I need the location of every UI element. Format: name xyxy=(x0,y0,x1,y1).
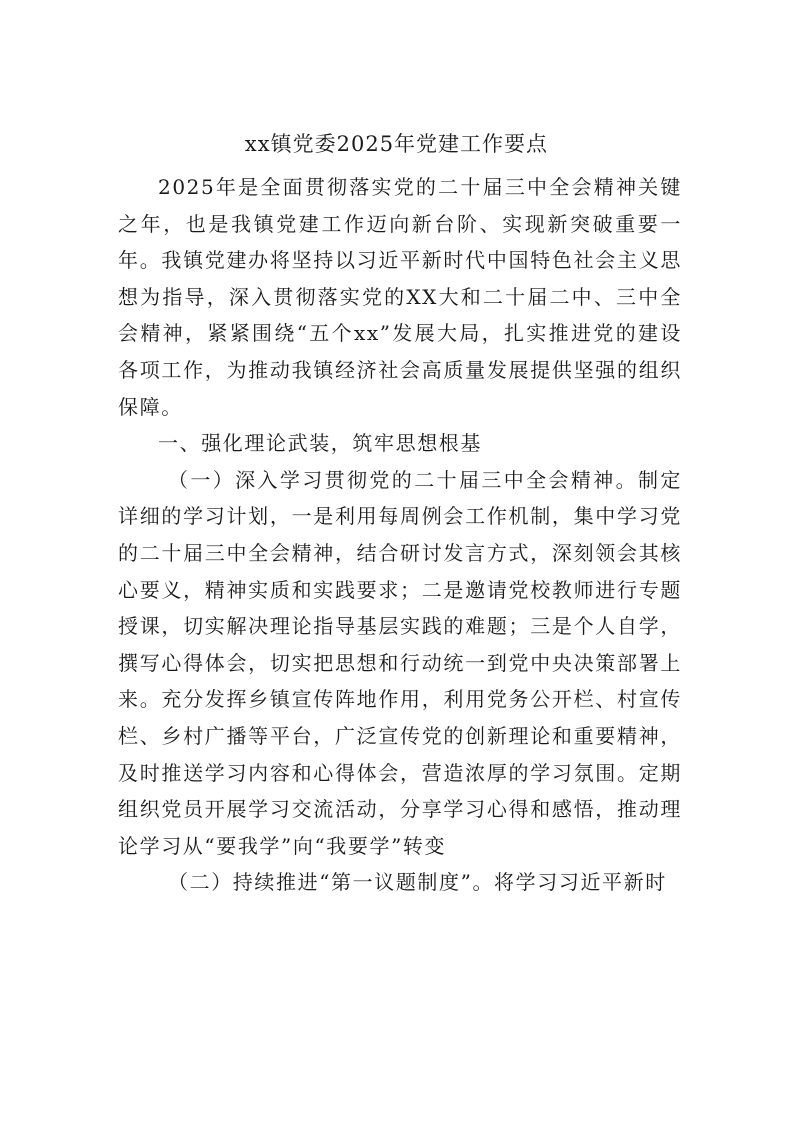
intro-paragraph: 2025年是全面贯彻落实党的二十届三中全会精神关键之年，也是我镇党建工作迈向新台阶、实现新突破重要一年。我镇党建办将坚持以习近平新时代中国特色社会主义思想为指导，深入贯彻落实党的XX大和二十届二中、三中全会精神，紧紧围绕“五个xx”发展大局，扎实推进党的建设各项工作，为推动我镇经济社会高质量发展提供坚强的组织保障。 xyxy=(118,175,682,419)
document-body xyxy=(118,169,682,901)
document-title: xx镇党委2025年党建工作要点 xyxy=(244,132,549,156)
section-heading-1: 一、强化理论武装，筑牢思想根基 xyxy=(158,431,482,456)
subsection-paragraph-2: （二）持续推进“第一议题制度”。将学习习近平新时 xyxy=(168,870,667,895)
subsection-paragraph-1: （一）深入学习贯彻党的二十届三中全会精神。制定详细的学习计划，一是利用每周例会工作机制，集中学习党的二十届三中全会精神，结合研讨发言方式，深刻领会其核心要义，精神实质和实践要求；二是邀请党校教师进行专题授课，切实解决理论指导基层实践的难题；三是个人自学，撰写心得体会，切实把思想和行动统一到党中央决策部署上来。充分发挥乡镇宣传阵地作用，利用党务公开栏、村宣传栏、乡村广播等平台，广泛宣传党的创新理论和重要精神，及时推送学习内容和心得体会，营造浓厚的学习氛围。定期组织党员开展学习交流活动，分享学习心得和感悟，推动理论学习从“要我学”向“我要学”转变 xyxy=(118,467,682,858)
